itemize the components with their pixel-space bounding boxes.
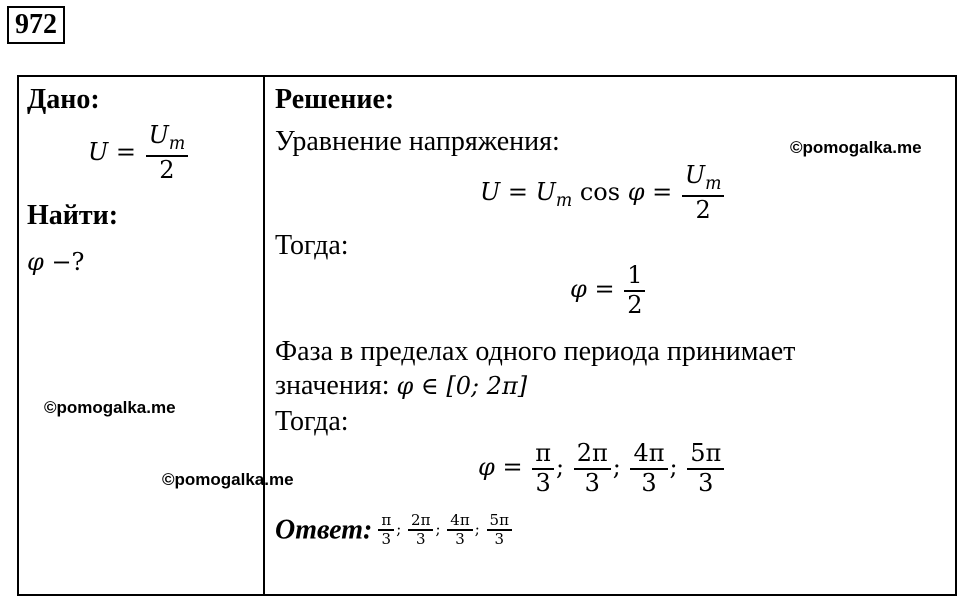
watermark: ©pomogalka.me bbox=[162, 470, 294, 489]
voltage-equation: $U = U_m$ cos φ = $\frac{U_m}{2}$ bbox=[480, 162, 726, 225]
find-heading: Найти: bbox=[27, 200, 119, 231]
phase-text-line2: значения: φ ∈ [0; 2π] bbox=[275, 370, 528, 401]
find-unknown: φ −? bbox=[27, 248, 85, 276]
then-label-2: Тогда: bbox=[275, 406, 349, 437]
then-label: Тогда: bbox=[275, 230, 349, 261]
watermark: ©pomogalka.me bbox=[790, 138, 922, 157]
given-formula: U = $\frac{U_m}{2}$ bbox=[88, 122, 190, 185]
phase-text-line1: Фаза в пределах одного периода принимает bbox=[275, 336, 796, 367]
solution-heading: Решение: bbox=[275, 84, 395, 115]
problem-number: 972 bbox=[7, 6, 65, 44]
given-heading: Дано: bbox=[27, 84, 100, 115]
watermark: ©pomogalka.me bbox=[44, 398, 176, 417]
phi-equation: φ = $\frac{1}{2}$ bbox=[570, 262, 647, 319]
answer-label: Ответ: bbox=[275, 514, 373, 546]
answer-values: $\frac{\pi}{3}$ ; $\frac{2\pi}{3}$ ; $\frac{4\pi}{3}$ ; $\frac{5\pi}{3}$ bbox=[376, 520, 514, 538]
column-divider bbox=[263, 75, 265, 596]
phi-values-equation: φ = $\frac{\pi}{3}$ ; $\frac{2\pi}{3}$ ; $\frac{4\pi}{3}$ ; $\frac{5\pi}{3}$ bbox=[478, 440, 726, 497]
voltage-equation-label: Уравнение напряжения: bbox=[275, 126, 560, 157]
answer-row bbox=[275, 512, 514, 549]
